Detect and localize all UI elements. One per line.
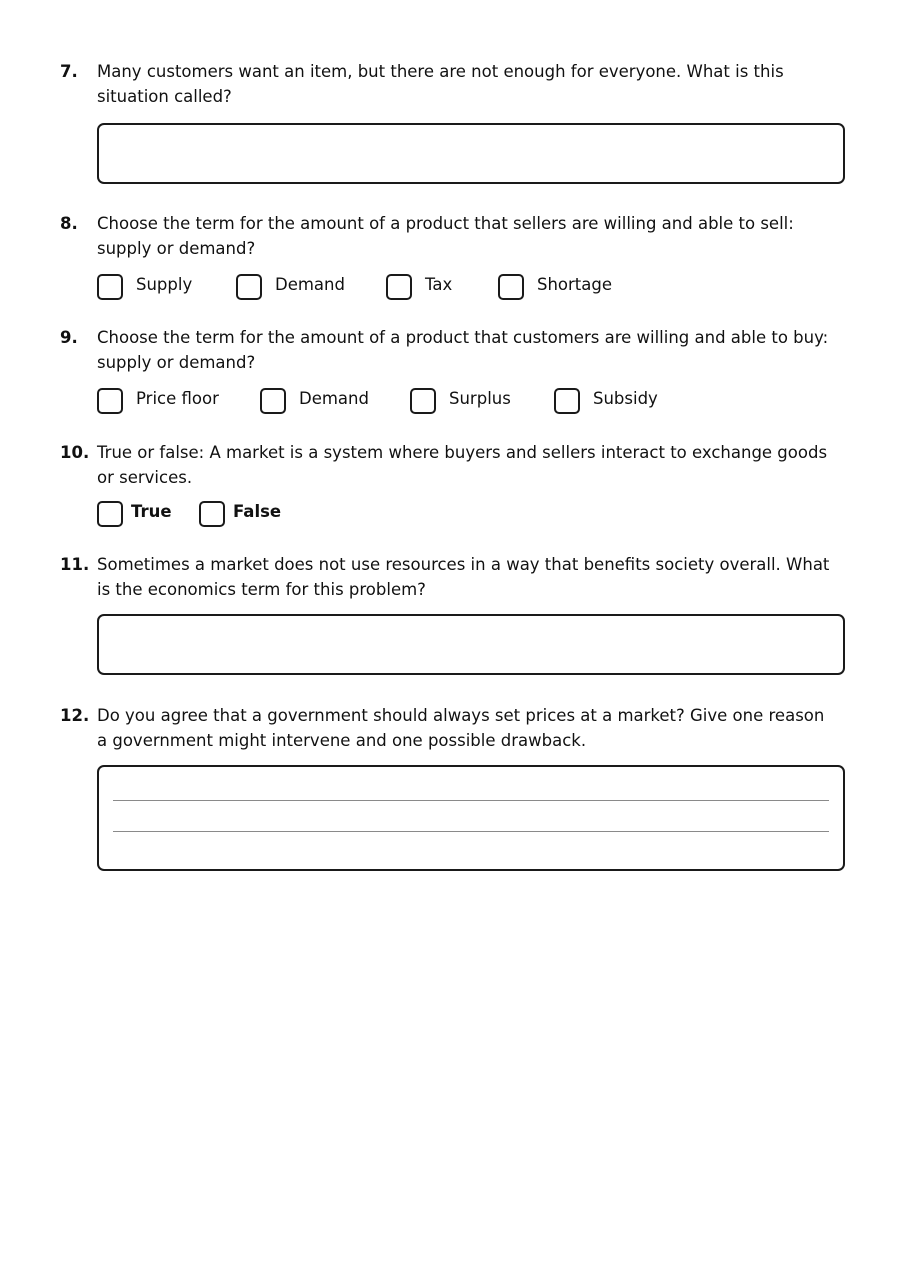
checkbox[interactable] [410,388,436,414]
question-text: Sometimes a market does not use resources in a way that benefits society overall. What is the economics term for this problem? [97,555,830,599]
checkbox[interactable] [97,501,123,527]
question-number: 7. [60,62,78,81]
option-label: True [131,502,172,521]
checkbox[interactable] [260,388,286,414]
checkbox[interactable] [386,274,412,300]
question-number: 10. [60,443,90,462]
checkbox[interactable] [97,274,123,300]
question-text: Many customers want an item, but there are not enough for everyone. What is this situation called? [97,62,784,106]
option-label: Subsidy [593,389,658,408]
option-label: Price floor [136,389,219,408]
option-label: Supply [136,275,193,294]
option-label: Surplus [449,389,511,408]
option-label: Tax [425,275,453,294]
option-label: Demand [299,389,369,408]
question-text: True or false: A market is a system where buyers and sellers interact to exchange goods or services. [97,443,828,487]
question-number: 8. [60,214,78,233]
answer-box[interactable] [97,614,845,675]
writing-line [113,831,829,832]
answer-box[interactable] [97,765,845,871]
checkbox[interactable] [236,274,262,300]
answer-box[interactable] [97,123,845,184]
writing-line [113,800,829,801]
question-text: Do you agree that a government should always set prices at a market? Give one reason a government might intervene and one possible drawback. [97,706,825,750]
checkbox[interactable] [97,388,123,414]
checkbox[interactable] [199,501,225,527]
option-label: Shortage [537,275,613,294]
question-text: Choose the term for the amount of a product that sellers are willing and able to sell: supply or demand? [97,214,794,258]
option-label: Demand [275,275,345,294]
question-number: 12. [60,706,90,725]
checkbox[interactable] [554,388,580,414]
question-number: 11. [60,555,90,574]
checkbox[interactable] [498,274,524,300]
question-text: Choose the term for the amount of a product that customers are willing and able to buy: supply or demand? [97,328,829,372]
question-number: 9. [60,328,78,347]
option-label: False [233,502,282,521]
